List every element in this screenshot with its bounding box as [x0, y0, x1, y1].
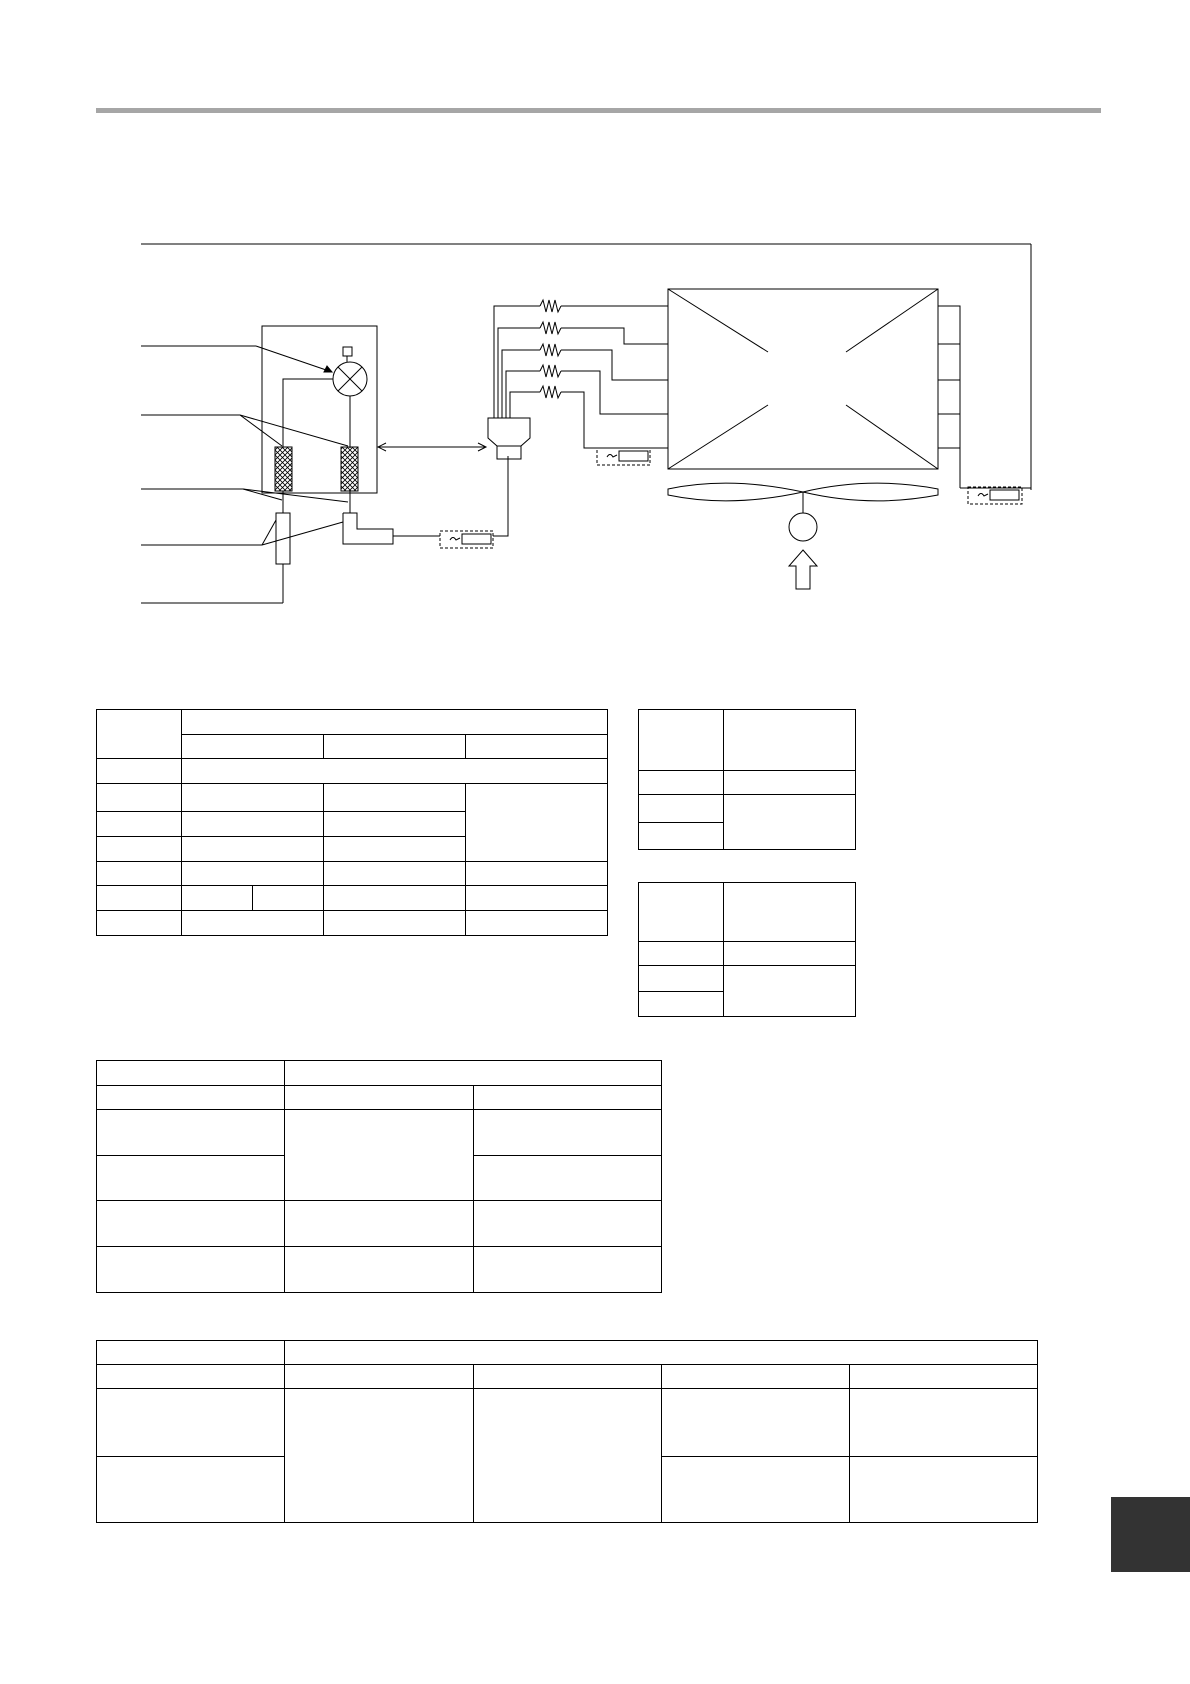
table-cell — [639, 710, 724, 771]
service-valve-icon — [343, 513, 393, 544]
table-cell — [724, 795, 856, 850]
table-cell — [662, 1456, 850, 1522]
fan-blade-right-icon — [803, 483, 938, 501]
table-cell — [182, 812, 324, 836]
airflow-arrow-icon — [789, 550, 817, 589]
table-cell — [182, 710, 608, 735]
table-cell — [97, 836, 182, 861]
table-cell — [724, 883, 856, 942]
table-cell — [97, 885, 182, 910]
table-cell — [97, 710, 182, 759]
table-cell — [639, 883, 724, 942]
table-cell — [324, 910, 466, 935]
table-cell — [724, 942, 856, 966]
table-cell — [97, 1061, 285, 1086]
table-cell — [285, 1247, 474, 1293]
spec-table-4 — [96, 1060, 662, 1293]
expansion-valve-icon — [333, 362, 367, 396]
table-cell — [324, 812, 466, 836]
table-cell — [474, 1247, 662, 1293]
table-cell — [285, 1110, 474, 1201]
table-cell — [285, 1086, 474, 1110]
table-cell — [639, 942, 724, 966]
fan-motor-icon — [789, 513, 817, 541]
table-cell — [285, 1365, 474, 1389]
table-cell — [724, 966, 856, 1017]
spec-table-3 — [638, 882, 856, 1017]
distributor-icon — [488, 418, 530, 459]
table-cell — [474, 1365, 662, 1389]
heat-exchanger-icon — [668, 289, 938, 469]
table-cell — [466, 784, 608, 861]
side-tab — [1111, 1497, 1190, 1572]
table-cell — [97, 1365, 285, 1389]
table-cell — [324, 735, 466, 759]
table-cell — [182, 784, 324, 812]
table-cell — [285, 1341, 1038, 1365]
fan-blade-left-icon — [668, 483, 803, 501]
table-cell — [324, 836, 466, 861]
table-cell — [285, 1389, 474, 1523]
table-cell — [724, 771, 856, 795]
table-cell — [324, 784, 466, 812]
spec-table-5 — [96, 1340, 1038, 1523]
table-cell — [182, 759, 608, 784]
table-cell — [97, 812, 182, 836]
spec-table-1 — [96, 709, 608, 936]
table-cell — [466, 885, 608, 910]
table-cell — [97, 1086, 285, 1110]
valve-actuator — [343, 347, 352, 356]
table-cell — [474, 1110, 662, 1156]
table-cell — [182, 861, 324, 885]
spec-table-2 — [638, 709, 856, 850]
table-cell — [97, 910, 182, 935]
table-cell — [639, 966, 724, 992]
table-cell — [850, 1389, 1038, 1456]
table-cell — [97, 1341, 285, 1365]
strainer-right-icon — [341, 447, 358, 491]
table-cell — [285, 1201, 474, 1247]
table-cell — [850, 1456, 1038, 1522]
table-cell — [182, 836, 324, 861]
table-cell — [466, 861, 608, 885]
table-cell — [97, 1201, 285, 1247]
table-cell — [285, 1061, 662, 1086]
table-cell — [97, 1389, 285, 1456]
table-cell — [324, 885, 466, 910]
table-cell — [639, 771, 724, 795]
strainer-left-icon — [275, 447, 292, 491]
table-cell — [182, 735, 324, 759]
table-cell — [662, 1389, 850, 1456]
table-cell — [97, 759, 182, 784]
table-cell — [97, 1456, 285, 1522]
table-cell — [724, 710, 856, 771]
table-cell — [182, 885, 253, 910]
table-cell — [474, 1086, 662, 1110]
distributor-tubes — [494, 300, 668, 448]
table-cell — [182, 910, 324, 935]
refrigerant-circuit-diagram — [0, 0, 1190, 650]
table-cell — [474, 1156, 662, 1201]
table-cell — [97, 784, 182, 812]
table-cell — [97, 1247, 285, 1293]
table-cell — [97, 1156, 285, 1201]
table-cell — [97, 1110, 285, 1156]
table-cell — [474, 1389, 662, 1523]
table-cell — [474, 1201, 662, 1247]
table-cell — [97, 861, 182, 885]
capillary-tube-icon — [276, 513, 290, 564]
table-cell — [324, 861, 466, 885]
table-cell — [662, 1365, 850, 1389]
table-cell — [850, 1365, 1038, 1389]
header-pipes — [938, 306, 1031, 488]
table-cell — [639, 795, 724, 823]
table-cell — [639, 823, 724, 850]
table-cell — [639, 992, 724, 1017]
table-cell — [466, 910, 608, 935]
table-cell — [466, 735, 608, 759]
table-cell — [253, 885, 324, 910]
